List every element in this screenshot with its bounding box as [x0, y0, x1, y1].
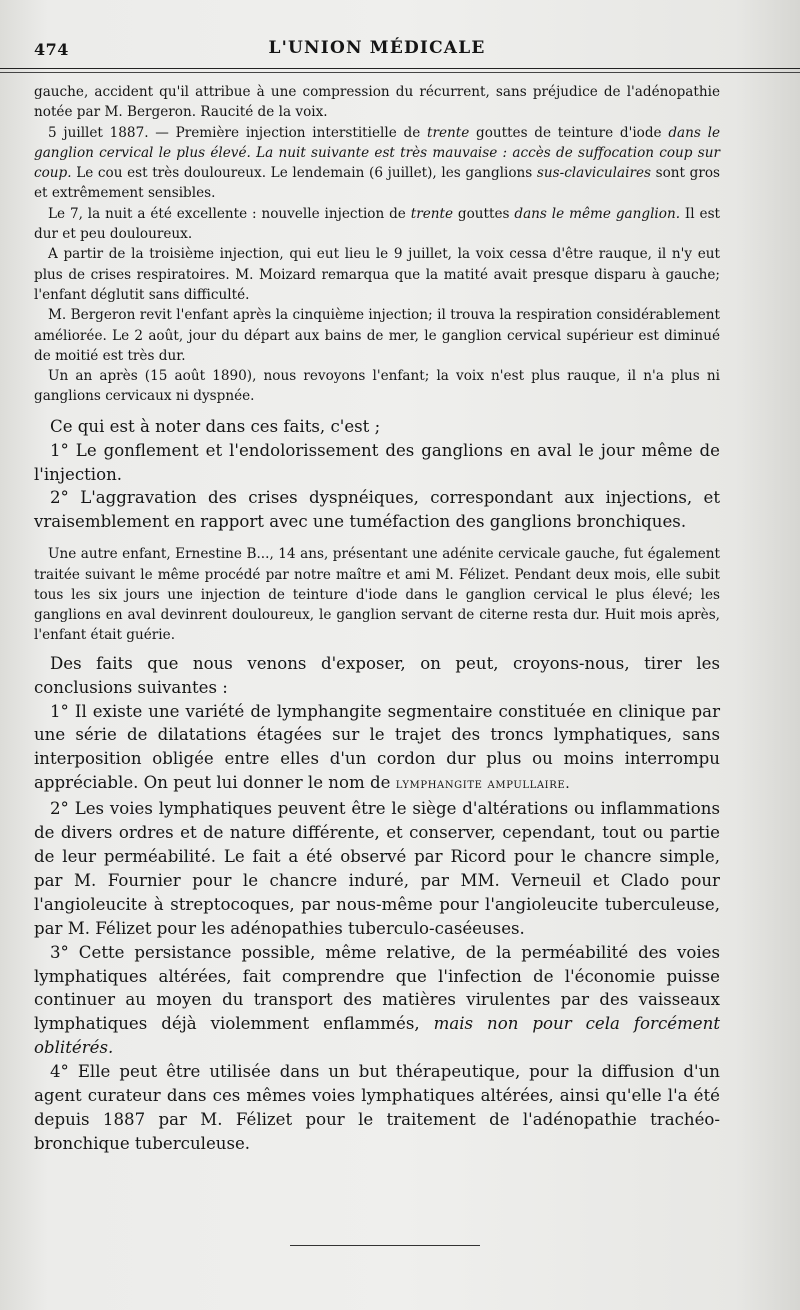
case-one-paragraph-1: gauche, accident qu'il attribue à une compression du récurrent, sans préjudice de l'adénopathie notée par M. Bergeron. Raucité de la voix. [34, 84, 720, 121]
case-one-p2-g: sont gros et extrêmement sensibles. [34, 165, 720, 202]
case-one-paragraph-2 [34, 123, 720, 204]
spacer [34, 534, 720, 544]
notes-section [34, 415, 720, 535]
conclusion-1 [34, 700, 720, 798]
case-two-paragraph: Une autre enfant, Ernestine B..., 14 ans, présentant une adénite cervicale gauche, fut également traitée suivant le même procédé par notre maître et ami M. Félizet. Pendant deux mois, elle subit tous les six jours une injection de teinture d'iode dans le ganglion cervical le plus élevé; les ganglions en aval devinrent douloureux, le ganglion servant de citerne resta dur. Huit mois après, l'enfant était guérie. [34, 546, 720, 644]
body-text [34, 82, 720, 1156]
conclusions-intro: Des faits que nous venons d'exposer, on peut, croyons-nous, tirer les conclusions suivantes : [34, 653, 720, 697]
page-number: 474 [34, 40, 69, 59]
case-one-paragraph-6: Un an après (15 août 1890), nous revoyons l'enfant; la voix n'est plus rauque, il n'a plus ni ganglions cervicaux ni dyspnée. [34, 368, 720, 405]
conclusion-1-text: 1° Il existe une variété de lymphangite segmentaire constituée en clinique par une série de dilatations étagées sur le trajet des troncs lymphatiques, sans interposition obligée entre elles d'un cordon dur plus ou moins interrompu appréciable. On peut lui donner le nom de [34, 701, 720, 793]
case-one-paragraph-3 [34, 204, 720, 245]
conclusion-3 [34, 941, 720, 1061]
note-item-2: 2° L'aggravation des crises dyspnéiques, correspondant aux injections, et vraisemblement en rapport avec une tuméfaction des ganglions bronchiques. [34, 488, 720, 532]
header-rule-thin [0, 72, 800, 73]
conclusion-2: 2° Les voies lymphatiques peuvent être le siège d'altérations ou inflammations de divers ordres et de nature différente, et conserver, cependant, tout ou partie de leur perméabilité. Le fait a été observé par Ricord pour le chancre simple, par M. Fournier pour le chancre induré, par MM. Verneuil et Clado pour l'angioleucite à streptocoques, par nous-même pour l'angioleucite tuberculeuse, par M. Félizet pour les adénopathies tuberculo-caséeuses. [34, 799, 720, 938]
case-one-p3-c: gouttes [453, 205, 515, 222]
case-two-observation [34, 544, 720, 645]
running-title: L'UNION MÉDICALE [268, 38, 486, 58]
case-one-p3-d: dans le même ganglion. [514, 205, 681, 222]
spacer [34, 407, 720, 415]
case-one-p2-d: dans le ganglion cervical le plus élevé. La nuit suivante est très mauvaise : accès de suffocation coup sur coup. [34, 124, 720, 182]
notes-intro: Ce qui est à noter dans ces faits, c'est ; [50, 416, 381, 436]
case-one-p3-e: Il est dur et peu douloureux. [34, 205, 721, 243]
conclusion-1-term: lymphangite ampullaire. [395, 776, 571, 793]
case-one-p2-a: 5 juillet 1887. — Première injection interstitielle de [48, 124, 427, 141]
case-one-p3-a: Le 7, la nuit a été excellente : nouvelle injection de [48, 205, 411, 222]
conclusion-4: 4° Elle peut être utilisée dans un but thérapeutique, pour la diffusion d'un agent curateur dans ces mêmes voies lymphatiques altérées, ainsi qu'elle l'a été depuis 1887 par M. Félizet pour le traitement de l'adénopathie trachéo-bronchique tuberculeuse. [34, 1062, 720, 1153]
note-item-1: 1° Le gonflement et l'endolorissement des ganglions en aval le jour même de l'injection. [34, 440, 720, 484]
case-one-p2-b: trente [426, 124, 470, 141]
conclusion-3-text: 3° Cette persistance possible, même relative, de la perméabilité des voies lymphatiques altérées, fait comprendre que l'infection de l'économie puisse continuer au moyen du transport des matières virulentes par des vaisseaux lymphatiques déjà violemment enflammés, [34, 942, 720, 1034]
case-one-paragraph-5: M. Bergeron revit l'enfant après la cinquième injection; il trouva la respiration considérablement améliorée. Le 2 août, jour du départ aux bains de mer, le ganglion cervical supérieur est diminué de moitié est très dur. [34, 307, 720, 364]
case-one-p2-e: Le cou est très douloureux. Le lendemain (6 juillet), les ganglions [71, 165, 537, 182]
conclusion-3-emphasis: mais non pour cela forcément oblitérés. [34, 1014, 720, 1058]
case-one-p2-f: sus-claviculaires [536, 165, 651, 182]
header-rule [0, 68, 800, 69]
case-one-observation [34, 82, 720, 407]
conclusions-section [34, 652, 720, 1156]
case-one-p3-b: trente [410, 205, 454, 222]
page-header [34, 0, 720, 59]
footer-rule [290, 1245, 480, 1246]
case-one-p2-c: gouttes de teinture d'iode [469, 124, 669, 141]
case-one-paragraph-4: A partir de la troisième injection, qui eut lieu le 9 juillet, la voix cessa d'être rauque, il n'y eut plus de crises respiratoires. M. Moizard remarqua que la matité avait presque disparu à gauche; l'enfant déglutit sans difficulté. [34, 246, 720, 303]
